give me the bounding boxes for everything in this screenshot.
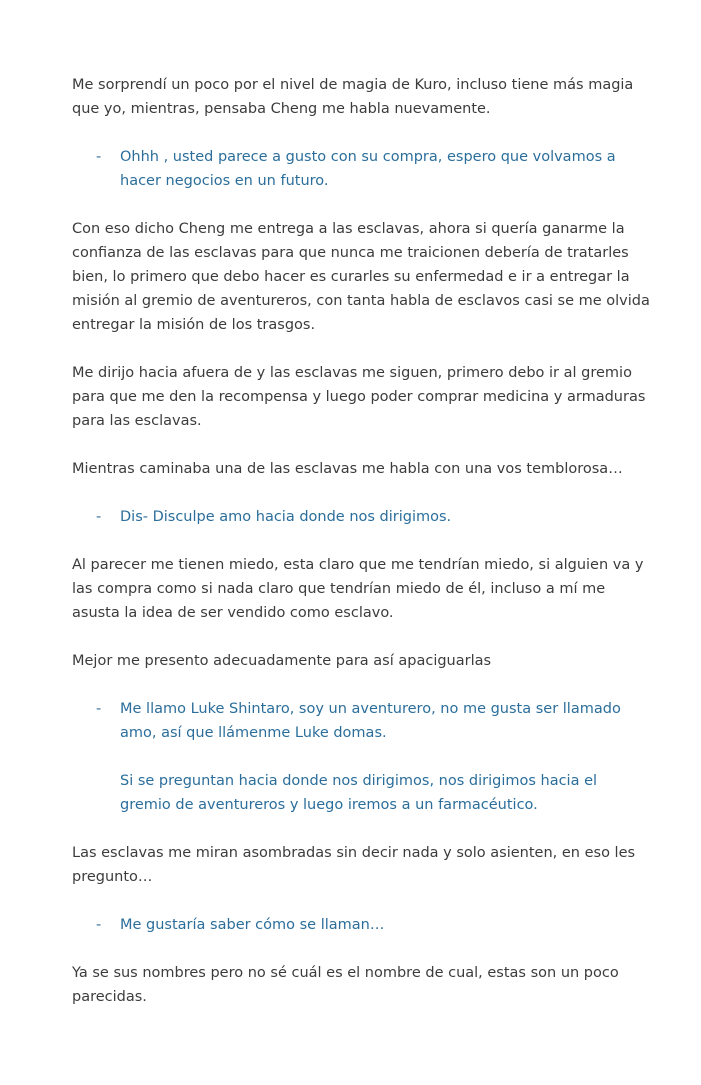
- text-line: confianza de las esclavas para que nunca me traicionen debería de tratarles: [72, 245, 629, 261]
- text-line: Las esclavas me miran asombradas sin decir nada y solo asienten, en eso les: [72, 845, 636, 861]
- paragraph: [72, 217, 650, 337]
- text-line: misión al gremio de aventureros, con tanta habla de esclavos casi se me olvida: [72, 293, 650, 309]
- dialogue-dash: -: [96, 917, 102, 933]
- text-line: gremio de aventureros y luego iremos a un farmacéutico.: [120, 797, 538, 813]
- paragraph: [72, 73, 642, 121]
- text-line: las compra como si nada claro que tendrían miedo de él, incluso a mí me: [72, 581, 606, 597]
- text-line: parecidas.: [72, 989, 147, 1005]
- text-line: que yo, mientras, pensaba Cheng me habla nuevamente.: [72, 101, 491, 117]
- dialogue-block: [72, 145, 642, 193]
- paragraph: [72, 553, 642, 625]
- dialogue-block: [72, 697, 642, 817]
- document-page: [72, 73, 650, 1033]
- text-line: Me gustaría saber cómo se llaman…: [120, 917, 385, 933]
- text-line: Ya se sus nombres pero no sé cuál es el nombre de cual, estas son un poco: [72, 965, 619, 981]
- text-line: Con eso dicho Cheng me entrega a las esclavas, ahora si quería ganarme la: [72, 221, 625, 237]
- text-line: Al parecer me tienen miedo, esta claro que me tendrían miedo, si alguien va y: [72, 557, 644, 573]
- dialogue-dash: -: [96, 509, 102, 525]
- text-line: Me dirijo hacia afuera de y las esclavas me siguen, primero debo ir al gremio: [72, 365, 632, 381]
- text-line: para las esclavas.: [72, 413, 202, 429]
- paragraph: [72, 961, 642, 1009]
- dialogue-continuation: [120, 769, 642, 817]
- paragraph: [72, 649, 642, 673]
- text-line: amo, así que llámenme Luke domas.: [120, 725, 387, 741]
- text-line: Me sorprendí un poco por el nivel de magia de Kuro, incluso tiene más magia: [72, 77, 634, 93]
- text-line: pregunto…: [72, 869, 153, 885]
- text-line: Mejor me presento adecuadamente para así apaciguarlas: [72, 653, 492, 669]
- dialogue-dash: -: [96, 701, 102, 717]
- text-line: Dis- Disculpe amo hacia donde nos dirigimos.: [120, 509, 452, 525]
- text-line: para que me den la recompensa y luego poder comprar medicina y armaduras: [72, 389, 646, 405]
- dialogue-block: [72, 505, 642, 529]
- text-line: Ohhh , usted parece a gusto con su compra, espero que volvamos a: [120, 149, 616, 165]
- paragraph: [72, 457, 642, 481]
- paragraph: [72, 841, 642, 889]
- text-line: bien, lo primero que debo hacer es curarles su enfermedad e ir a entregar la: [72, 269, 630, 285]
- text-line: asusta la idea de ser vendido como esclavo.: [72, 605, 394, 621]
- dialogue-dash: -: [96, 149, 102, 165]
- text-line: Si se preguntan hacia donde nos dirigimos, nos dirigimos hacia el: [120, 773, 598, 789]
- dialogue-block: [72, 913, 642, 937]
- text-line: entregar la misión de los trasgos.: [72, 317, 316, 333]
- text-line: hacer negocios en un futuro.: [120, 173, 329, 189]
- text-line: Me llamo Luke Shintaro, soy un aventurero, no me gusta ser llamado: [120, 701, 621, 717]
- paragraph: [72, 361, 646, 433]
- text-line: Mientras caminaba una de las esclavas me habla con una vos temblorosa…: [72, 461, 623, 477]
